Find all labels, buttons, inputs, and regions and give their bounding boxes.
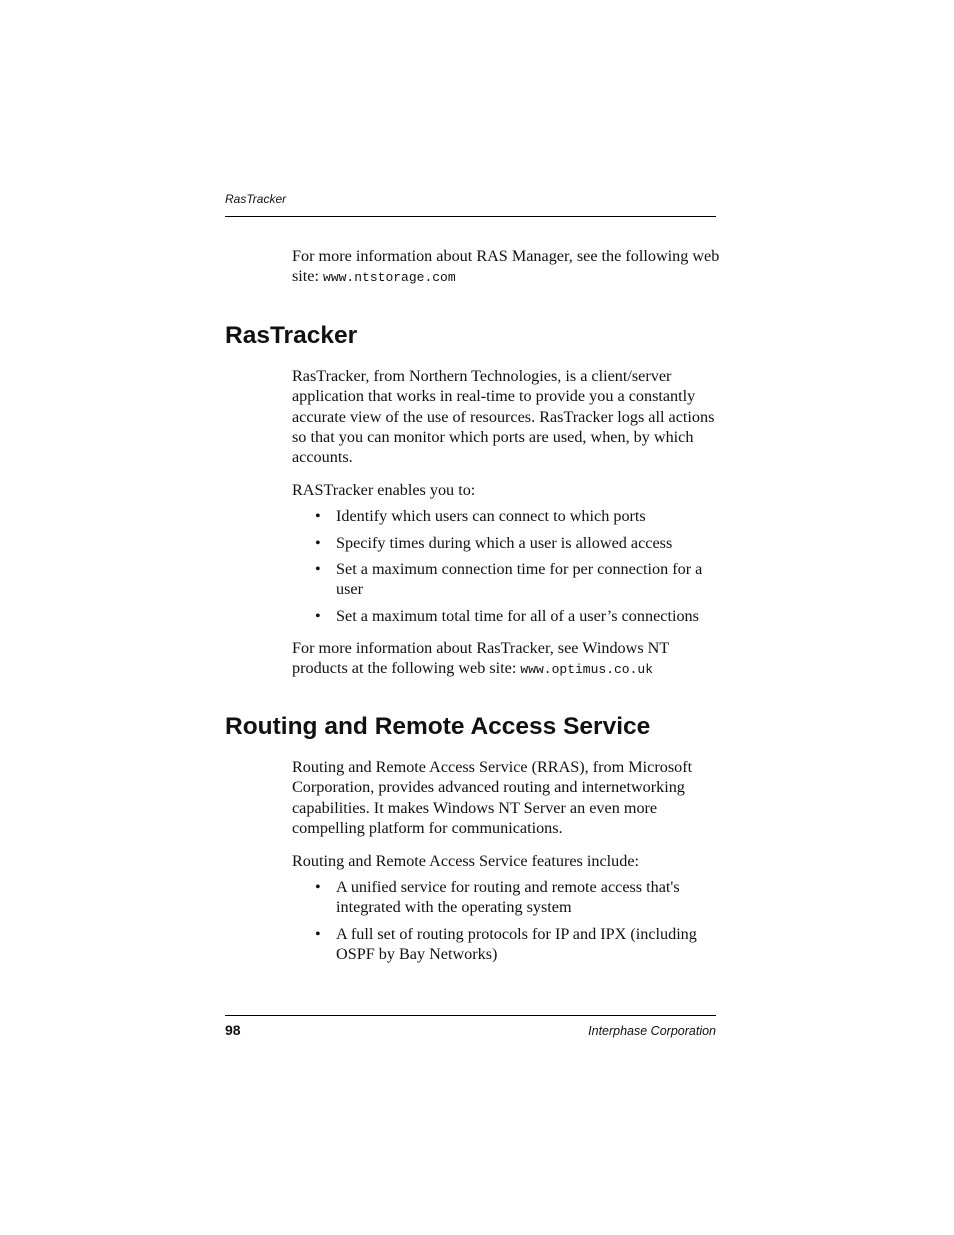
bullet-icon: • bbox=[315, 607, 321, 626]
rastracker-lead-text: RASTracker enables you to: bbox=[292, 481, 476, 499]
page-number: 98 bbox=[225, 1022, 241, 1038]
rras-description: Routing and Remote Access Service (RRAS), from Microsoft Corporation, provides advanced routing and internetworking capabilities. It makes Windows NT Server an even more compelling platform for communications. bbox=[292, 758, 693, 837]
list-item bbox=[292, 506, 722, 526]
intro-paragraph bbox=[292, 246, 722, 289]
rras-bullet-list bbox=[292, 877, 722, 971]
list-item-text: A unified service for routing and remote access that's integrated with the operating system bbox=[336, 878, 680, 917]
header-rule bbox=[225, 216, 716, 217]
section-heading-rastracker: RasTracker bbox=[225, 322, 358, 349]
list-item-text: A full set of routing protocols for IP and IPX (including OSPF by Bay Networks) bbox=[336, 924, 697, 964]
list-item bbox=[292, 606, 722, 626]
list-item bbox=[292, 533, 722, 553]
more-info-url: www.optimus.co.uk bbox=[520, 662, 654, 678]
bullet-icon: • bbox=[315, 878, 321, 896]
list-item bbox=[292, 924, 722, 965]
running-head: RasTracker bbox=[225, 192, 287, 206]
footer-rule bbox=[225, 1015, 716, 1016]
rastracker-description: RasTracker, from Northern Technologies, is a client/server application that works in real-time to provide you a constantly accurate view of the use of resources. RasTracker logs all actions so that you can monitor which ports are used, when, by which accounts. bbox=[292, 367, 715, 467]
list-item bbox=[292, 559, 722, 600]
rastracker-bullet-list bbox=[292, 506, 722, 633]
rastracker-more-info bbox=[292, 638, 722, 681]
rastracker-lead bbox=[292, 480, 722, 500]
bullet-icon: • bbox=[315, 533, 321, 552]
list-item-text: Set a maximum total time for all of a user’s connections bbox=[336, 607, 699, 626]
list-item-text: Identify which users can connect to which ports bbox=[336, 507, 646, 525]
rastracker-paragraph bbox=[292, 366, 722, 467]
rras-paragraph bbox=[292, 757, 722, 838]
bullet-icon: • bbox=[315, 924, 321, 943]
list-item bbox=[292, 877, 722, 918]
list-item-text: Set a maximum connection time for per connection for a user bbox=[336, 560, 703, 599]
list-item-text: Specify times during which a user is allowed access bbox=[336, 533, 673, 552]
more-info-text: For more information about RasTracker, see Windows NT products at the following web site: bbox=[292, 639, 669, 678]
bullet-icon: • bbox=[315, 560, 321, 579]
rras-lead-text: Routing and Remote Access Service features include: bbox=[292, 852, 640, 870]
bullet-icon: • bbox=[315, 507, 321, 525]
intro-url: www.ntstorage.com bbox=[323, 270, 456, 286]
intro-text: For more information about RAS Manager, see the following web site: bbox=[292, 247, 720, 286]
section-heading-rras: Routing and Remote Access Service bbox=[225, 713, 651, 740]
footer-company: Interphase Corporation bbox=[588, 1024, 716, 1038]
rras-lead bbox=[292, 851, 722, 871]
